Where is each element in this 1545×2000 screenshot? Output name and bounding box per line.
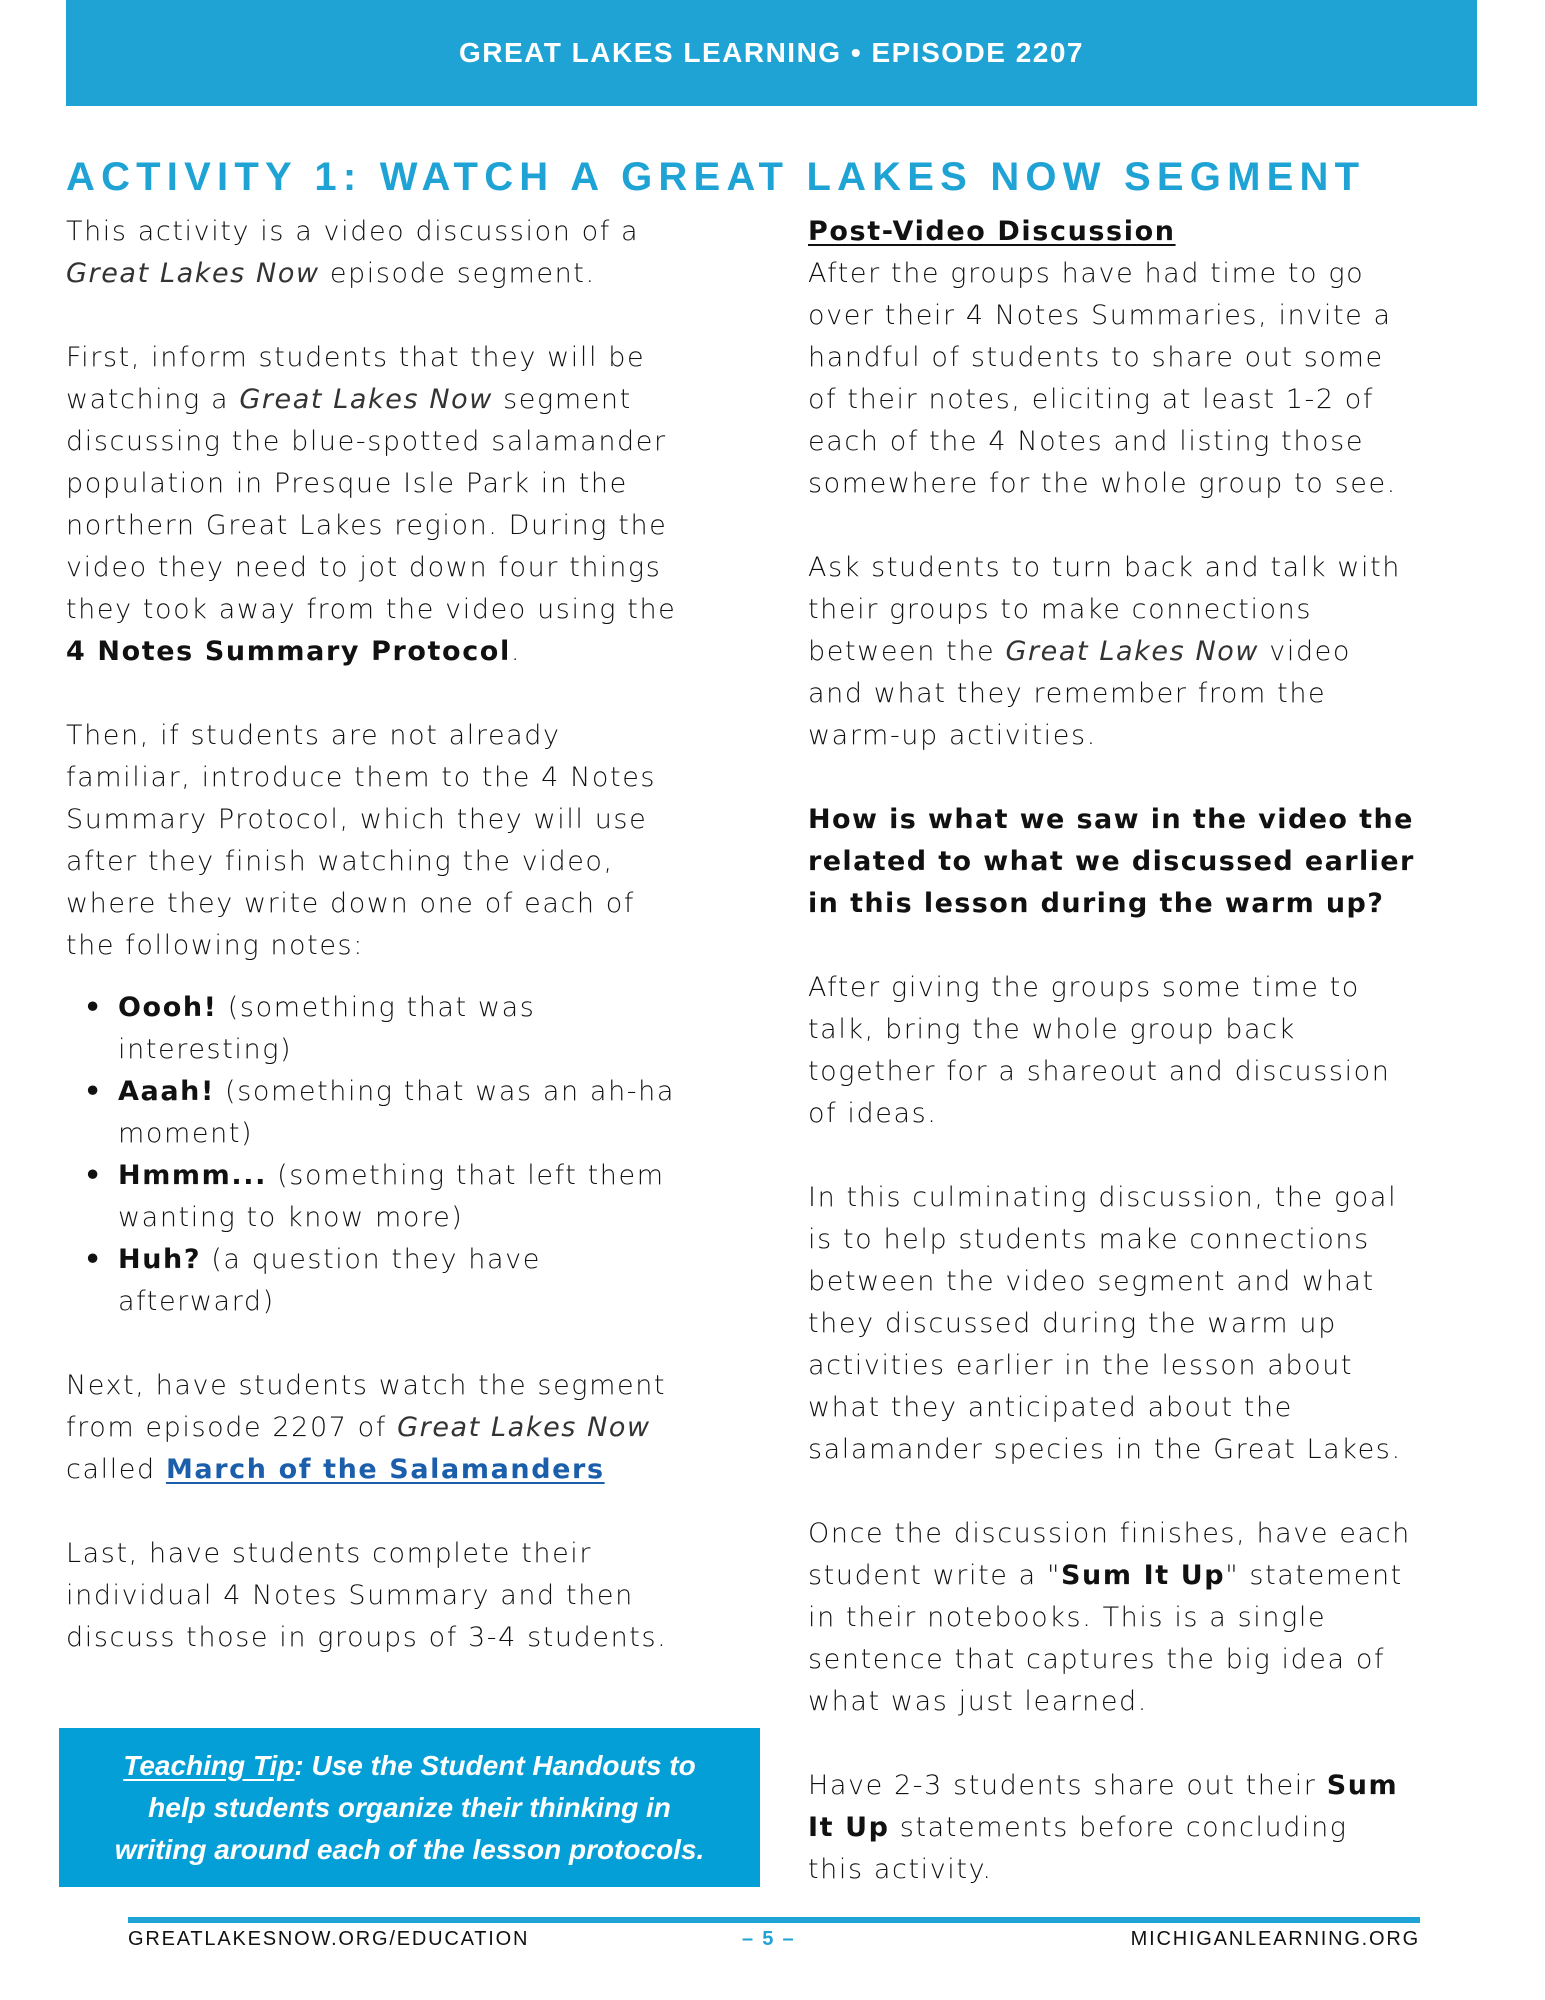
text-line: wanting to know more) — [118, 1202, 464, 1233]
text-line: in their notebooks. This is a single — [808, 1602, 1327, 1633]
note-description: (something that was an ah-ha — [214, 1076, 675, 1107]
note-term: Aaah! — [118, 1076, 215, 1107]
list-item — [66, 1155, 766, 1239]
text-line: handful of students to share out some — [808, 342, 1384, 373]
then-paragraph — [66, 715, 766, 967]
post-video-paragraph-1 — [808, 253, 1508, 505]
text-line — [808, 1765, 1508, 1807]
text-line: individual 4 Notes Summary and then — [66, 1580, 634, 1611]
first-paragraph — [66, 337, 766, 673]
text-line — [66, 253, 766, 295]
text-fragment: Have 2-3 students share out their — [808, 1770, 1327, 1801]
intro-paragraph — [66, 211, 766, 295]
text-line: they took away from the video using the — [66, 594, 677, 625]
list-item — [66, 1239, 766, 1323]
text-line: where they write down one of each of — [66, 888, 636, 919]
text-line — [808, 1555, 1508, 1597]
text-line: afterward) — [118, 1286, 275, 1317]
note-term: Huh? — [118, 1244, 202, 1275]
teaching-tip-box — [59, 1728, 760, 1887]
text-line — [66, 1407, 766, 1449]
page-number: – 5 – — [742, 1928, 796, 1950]
text-line: familiar, introduce them to the 4 Notes — [66, 762, 657, 793]
text-line: activities earlier in the lesson about — [808, 1350, 1354, 1381]
text-line: How is what we saw in the video the — [808, 804, 1414, 835]
text-line: warm-up activities. — [808, 720, 1097, 751]
text-line: Last, have students complete their — [66, 1538, 593, 1569]
text-line: after they finish watching the video, — [66, 846, 614, 877]
text-line: in this lesson during the warm up? — [808, 888, 1385, 919]
text-fragment: watching a — [66, 384, 240, 415]
text-line: related to what we discussed earlier — [808, 846, 1415, 877]
protocol-name: 4 Notes Summary Protocol — [66, 636, 511, 667]
text-line: northern Great Lakes region. During the — [66, 510, 668, 541]
text-fragment: " statement — [1225, 1560, 1403, 1591]
footer-website-link[interactable]: GREATLAKESNOW.ORG/EDUCATION — [128, 1928, 530, 1950]
text-line: salamander species in the Great Lakes. — [808, 1434, 1402, 1465]
text-line: their groups to make connections — [808, 594, 1313, 625]
text-line: Ask students to turn back and talk with — [808, 552, 1401, 583]
text-line: First, inform students that they will be — [66, 342, 646, 373]
show-title: Great Lakes Now — [397, 1412, 651, 1443]
next-paragraph — [66, 1365, 766, 1491]
note-term: Hmmm... — [118, 1160, 267, 1191]
text-line — [118, 1239, 766, 1281]
text-line: the following notes: — [66, 930, 364, 961]
post-video-paragraph-6 — [808, 1765, 1508, 1891]
text-line: they discussed during the warm up — [808, 1308, 1337, 1339]
text-line: is to help students make connections — [808, 1224, 1370, 1255]
text-line: of their notes, eliciting at least 1-2 of — [808, 384, 1375, 415]
text-line: discussing the blue-spotted salamander — [66, 426, 667, 457]
text-line — [118, 1155, 766, 1197]
sum-it-up-term: Sum It Up — [1061, 1560, 1226, 1591]
discussion-question — [808, 799, 1508, 925]
activity-title: ACTIVITY 1: WATCH A GREAT LAKES NOW SEGMENT — [66, 155, 1366, 199]
text-line: In this culminating discussion, the goal — [808, 1182, 1398, 1213]
header-band — [66, 0, 1477, 106]
text-line: over their 4 Notes Summaries, invite a — [808, 300, 1392, 331]
text-line: interesting) — [118, 1034, 293, 1065]
show-title: Great Lakes Now — [1005, 636, 1260, 667]
text-line: Once the discussion finishes, have each — [808, 1518, 1411, 1549]
post-video-paragraph-2 — [808, 547, 1508, 757]
text-line — [66, 379, 766, 421]
text-line: writing around each of the lesson protocols. — [114, 1833, 705, 1865]
text-line: After the groups have had time to go — [808, 258, 1365, 289]
text-fragment: statements before concluding — [889, 1812, 1348, 1843]
text-line: population in Presque Isle Park in the — [66, 468, 628, 499]
march-of-the-salamanders-link[interactable]: March of the Salamanders — [165, 1454, 605, 1485]
text-fragment: student write a " — [808, 1560, 1062, 1591]
text-line: moment) — [118, 1118, 254, 1149]
text-line — [118, 1071, 766, 1113]
text-line: talk, bring the whole group back — [808, 1014, 1296, 1045]
text-line — [808, 1807, 1508, 1849]
text-fragment: called — [66, 1454, 166, 1485]
text-line: and what they remember from the — [808, 678, 1327, 709]
footer-divider — [128, 1917, 1420, 1923]
text-line: This activity is a video discussion of a — [66, 216, 640, 247]
right-column — [808, 211, 1508, 1891]
header-title: GREAT LAKES LEARNING • EPISODE 2207 — [458, 37, 1084, 68]
text-line: what they anticipated about the — [808, 1392, 1293, 1423]
text-line — [808, 631, 1508, 673]
show-title: Great Lakes Now — [66, 258, 320, 289]
post-video-paragraph-5 — [808, 1513, 1508, 1723]
text-line: video they need to jot down four things — [66, 552, 662, 583]
last-paragraph — [66, 1533, 766, 1659]
text-line: what was just learned. — [808, 1686, 1148, 1717]
text-line: of ideas. — [808, 1098, 938, 1129]
notes-list — [66, 987, 766, 1323]
text-line: sentence that captures the big idea of — [808, 1644, 1386, 1675]
text-line: Next, have students watch the segment — [66, 1370, 667, 1401]
text-line: between the video segment and what — [808, 1266, 1375, 1297]
post-video-paragraph-4 — [808, 1177, 1508, 1471]
note-term: Oooh! — [118, 992, 218, 1023]
left-column — [66, 211, 766, 1659]
text-fragment: segment — [492, 384, 632, 415]
text-fragment: between the — [808, 636, 1006, 667]
text-line: each of the 4 Notes and listing those — [808, 426, 1365, 457]
note-description: (something that was — [217, 992, 536, 1023]
text-line — [66, 631, 766, 673]
text-line: After giving the groups some time to — [808, 972, 1360, 1003]
text-fragment: . — [510, 636, 521, 667]
text-line: discuss those in groups of 3-4 students. — [66, 1622, 668, 1653]
sum-it-up-term: Sum — [1326, 1770, 1399, 1801]
text-line — [123, 1745, 695, 1787]
text-line — [118, 987, 766, 1029]
text-fragment: from episode 2207 of — [66, 1412, 398, 1443]
note-description: (something that left them — [266, 1160, 665, 1191]
text-fragment: video — [1259, 636, 1352, 667]
teaching-tip-label: Teaching Tip — [123, 1749, 295, 1781]
text-line: somewhere for the whole group to see. — [808, 468, 1397, 499]
footer-michigan-learning-link[interactable]: MICHIGANLEARNING.ORG — [1130, 1928, 1420, 1950]
text-line: Summary Protocol, which they will use — [66, 804, 648, 835]
text-line: Then, if students are not already — [66, 720, 561, 751]
text-line: together for a shareout and discussion — [808, 1056, 1391, 1087]
list-item — [66, 987, 766, 1071]
note-description: (a question they have — [201, 1244, 541, 1275]
text-line: help students organize their thinking in — [148, 1791, 671, 1823]
sum-it-up-term: It Up — [808, 1812, 890, 1843]
list-item — [66, 1071, 766, 1155]
text-line — [66, 1449, 766, 1491]
show-title: Great Lakes Now — [239, 384, 493, 415]
text-line: this activity. — [808, 1854, 993, 1885]
text-fragment: episode segment. — [319, 258, 596, 289]
text-fragment: : Use the Student Handouts to — [294, 1749, 696, 1781]
post-video-paragraph-3 — [808, 967, 1508, 1135]
post-video-discussion-heading: Post-Video Discussion — [808, 216, 1176, 247]
